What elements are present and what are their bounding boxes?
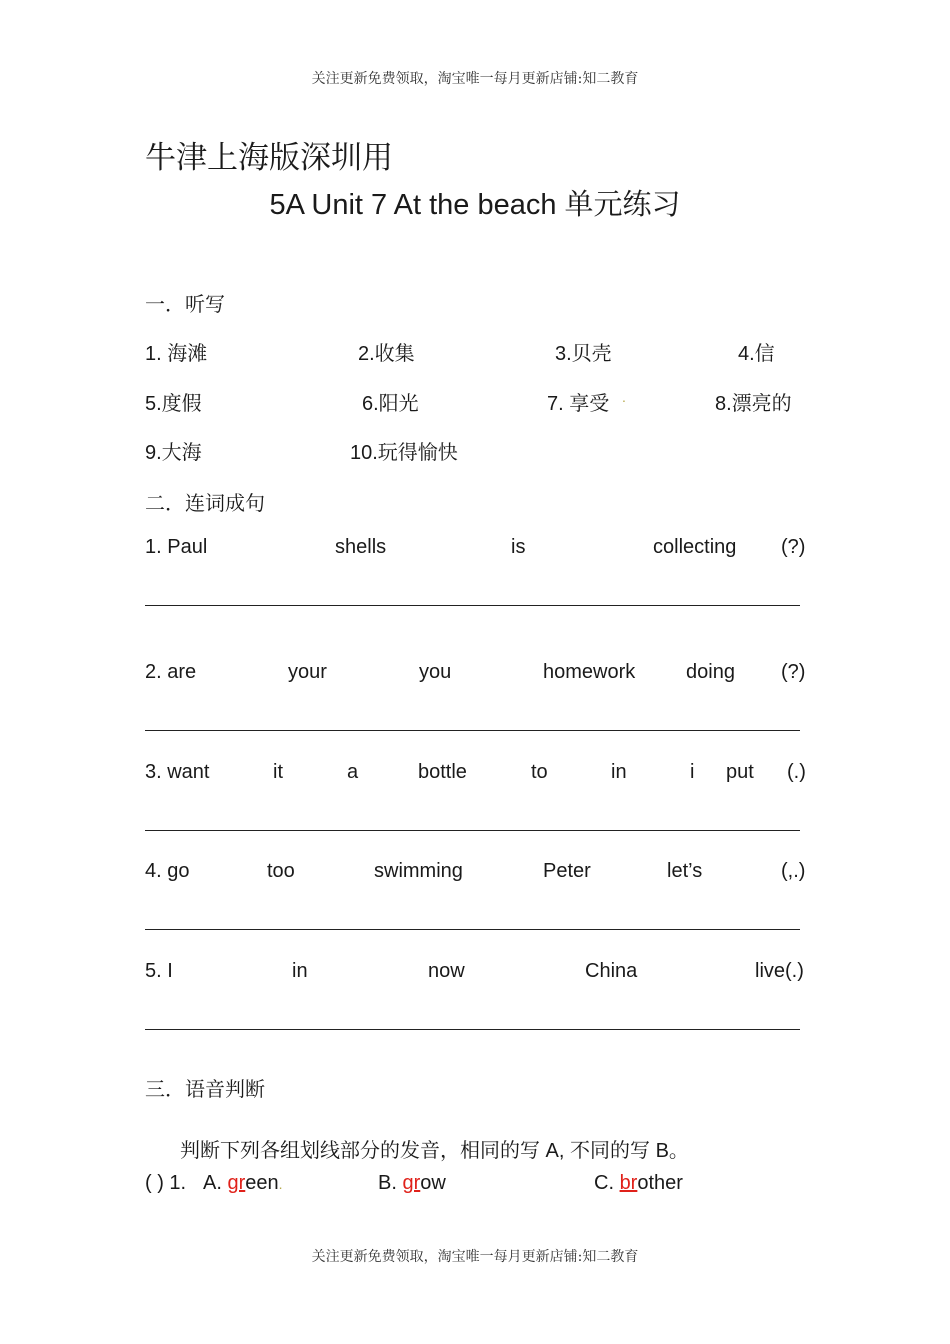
word: your bbox=[288, 661, 327, 683]
title-line-2: 5A Unit 7 At the beach 单元练习 bbox=[269, 189, 681, 221]
option-a-rest: een bbox=[245, 1172, 279, 1194]
word: it bbox=[273, 761, 283, 783]
title-line-1: 牛津上海版深圳用 bbox=[145, 140, 393, 176]
word: collecting bbox=[653, 536, 737, 558]
word: 2. are bbox=[145, 661, 197, 683]
word: (?) bbox=[781, 536, 806, 558]
dictation-item-6: 6.阳光 bbox=[362, 393, 419, 415]
word: in bbox=[292, 960, 308, 982]
option-b-underlined: gr bbox=[402, 1172, 421, 1194]
word: homework bbox=[543, 661, 636, 683]
dictation-item-5: 5.度假 bbox=[145, 393, 202, 415]
word: you bbox=[419, 661, 452, 683]
word: now bbox=[428, 960, 465, 982]
word: i bbox=[690, 761, 695, 783]
option-a bbox=[203, 1172, 283, 1195]
dictation-item-7: 7. 享受 bbox=[547, 393, 610, 415]
dictation-item-4: 4.信 bbox=[738, 343, 775, 365]
word: (,.) bbox=[781, 860, 806, 882]
page-header: 关注更新免费领取，淘宝唯一每月更新店铺:知二教育 bbox=[311, 71, 639, 87]
option-a-label: A. bbox=[203, 1172, 222, 1194]
section2-heading: 二．连词成句 bbox=[145, 493, 265, 515]
page-footer: 关注更新免费领取，淘宝唯一每月更新店铺:知二教育 bbox=[311, 1249, 639, 1265]
answer-paren[interactable]: ( ) 1. bbox=[145, 1172, 187, 1194]
word: bottle bbox=[418, 761, 467, 783]
answer-line-2[interactable] bbox=[145, 730, 800, 731]
dictation-item-1: 1. 海滩 bbox=[145, 343, 208, 365]
word: is bbox=[511, 536, 526, 558]
word: (.) bbox=[787, 761, 806, 783]
sentence-q5 bbox=[145, 960, 805, 986]
dictation-item-10: 10.玩得愉快 bbox=[350, 442, 458, 464]
option-b-label: B. bbox=[378, 1172, 397, 1194]
word: China bbox=[585, 960, 638, 982]
answer-line-4[interactable] bbox=[145, 929, 800, 930]
option-a-underlined: gr bbox=[227, 1172, 246, 1194]
answer-line-5[interactable] bbox=[145, 1029, 800, 1030]
option-b-rest: ow bbox=[420, 1172, 446, 1194]
word: 1. Paul bbox=[145, 536, 208, 558]
phonics-instruction: 判断下列各组划线部分的发音，相同的写 A, 不同的写 B。 bbox=[180, 1140, 689, 1162]
phonics-q1 bbox=[145, 1172, 805, 1198]
option-c-label: C. bbox=[594, 1172, 614, 1194]
dictation-item-2: 2.收集 bbox=[358, 343, 415, 365]
word: 5. I bbox=[145, 960, 173, 982]
sentence-q1 bbox=[145, 536, 805, 562]
option-c bbox=[594, 1172, 683, 1195]
dictation-item-3: 3.贝壳 bbox=[555, 343, 612, 365]
word: 4. go bbox=[145, 860, 190, 882]
word: 3. want bbox=[145, 761, 210, 783]
answer-line-3[interactable] bbox=[145, 830, 800, 831]
word: Peter bbox=[543, 860, 591, 882]
dictation-item-9: 9.大海 bbox=[145, 442, 202, 464]
option-b bbox=[378, 1172, 446, 1195]
word: a bbox=[347, 761, 359, 783]
dictation-item-8: 8.漂亮的 bbox=[715, 393, 792, 415]
word: shells bbox=[335, 536, 387, 558]
section3-heading: 三．语音判断 bbox=[145, 1079, 265, 1101]
mark-dot: . bbox=[278, 1176, 283, 1192]
sentence-q2 bbox=[145, 661, 805, 687]
section1-heading: 一．听写 bbox=[145, 294, 225, 316]
word: swimming bbox=[374, 860, 463, 882]
word: (?) bbox=[781, 661, 806, 683]
word: live(.) bbox=[755, 960, 804, 982]
option-c-underlined: br bbox=[619, 1172, 638, 1194]
word: let’s bbox=[667, 860, 703, 882]
word: too bbox=[267, 860, 295, 882]
answer-line-1[interactable] bbox=[145, 605, 800, 606]
option-c-rest: other bbox=[637, 1172, 683, 1194]
word: in bbox=[611, 761, 627, 783]
word: to bbox=[531, 761, 548, 783]
word: put bbox=[726, 761, 754, 783]
mark-dot: . bbox=[622, 389, 626, 405]
word: doing bbox=[686, 661, 735, 683]
sentence-q4 bbox=[145, 860, 805, 886]
sentence-q3 bbox=[145, 761, 805, 787]
